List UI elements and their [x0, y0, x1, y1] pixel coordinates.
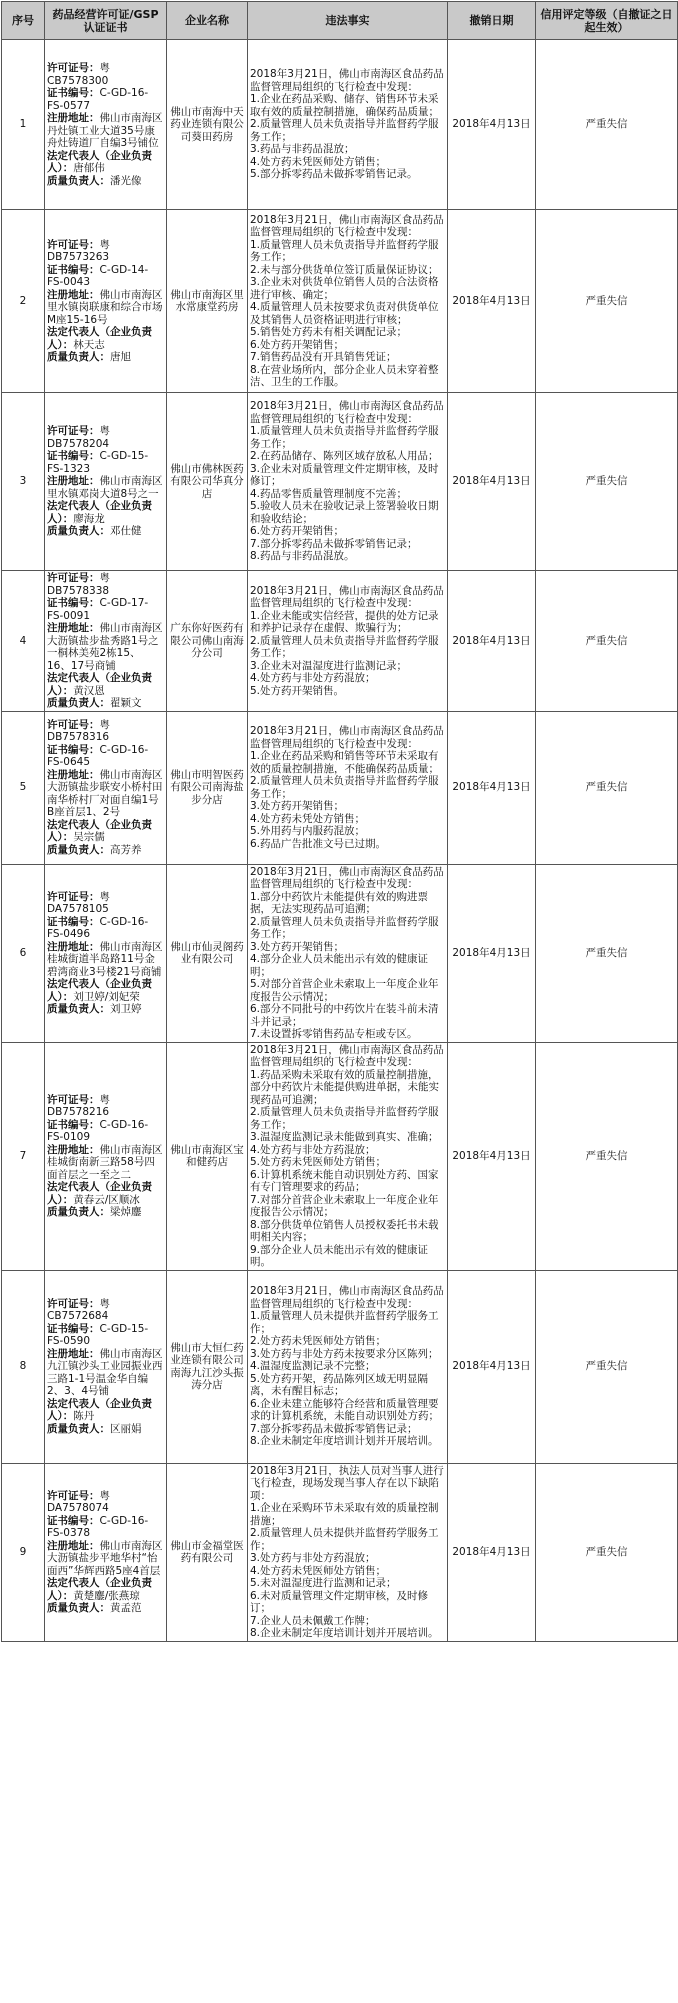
legal-representative-label: 法定代表人（企业负责人）： — [47, 818, 152, 844]
certificate-number-label: 证书编号： — [47, 450, 100, 463]
registered-address-value: 佛山市南海区大沥镇盐步平地华村“怡面西”华辉西路5座4首层 — [47, 1539, 163, 1577]
registered-address-line — [47, 475, 164, 500]
header-revoke-date: 撤销日期 — [448, 2, 536, 40]
license-number-label: 许可证号： — [47, 238, 100, 251]
legal-representative-value: 刘卫婷/刘妃荣 — [73, 990, 140, 1003]
license-number-value: 粤DB7578316 — [47, 718, 110, 744]
table-header-row — [2, 2, 678, 40]
quality-manager-line — [47, 1602, 164, 1615]
legal-representative-label: 法定代表人（企业负责人）： — [47, 1577, 152, 1602]
quality-manager-value: 潘光像 — [110, 174, 142, 187]
legal-representative-label: 法定代表人（企业负责人）： — [47, 1397, 152, 1423]
license-number-value: 粤DA7578105 — [47, 890, 110, 915]
company-name: 佛山市金福堂医药有限公司 — [167, 1463, 248, 1641]
legal-representative-value: 林天志 — [73, 338, 105, 351]
header-facts: 违法事实 — [248, 2, 448, 40]
violation-facts — [248, 1042, 448, 1270]
license-number-value: 粤DB7578216 — [47, 1093, 110, 1118]
revoke-date: 2018年4月13日 — [448, 1463, 536, 1641]
quality-manager-label: 质量负责人： — [47, 1003, 110, 1015]
row-number: 1 — [2, 40, 45, 210]
license-number-value: 粤DB7578204 — [47, 425, 110, 450]
fact-line: 4.处方药未凭医师处方销售； — [250, 1564, 387, 1577]
registered-address-value: 佛山市南海区里水镇邓岗大道8号之一 — [47, 475, 163, 500]
violation-facts — [248, 571, 448, 712]
violation-facts — [248, 393, 448, 571]
registered-address-line — [47, 941, 164, 979]
registered-address-label: 注册地址： — [47, 475, 100, 488]
table-body — [2, 40, 678, 1642]
row-number: 7 — [2, 1042, 45, 1270]
license-number-label: 许可证号： — [47, 718, 100, 731]
certificate-number-value: C-GD-16-FS-0645 — [47, 743, 149, 769]
table-row — [2, 1270, 678, 1463]
quality-manager-line — [47, 525, 164, 538]
quality-manager-label: 质量负责人： — [47, 1602, 110, 1614]
row-number: 8 — [2, 1270, 45, 1463]
quality-manager-label: 质量负责人： — [47, 843, 110, 856]
fact-line: 2018年3月21日，佛山市南海区食品药品监督管理局组织的飞行检查中发现： — [250, 400, 444, 425]
fact-line: 8.药品与非药品混放。 — [250, 550, 355, 563]
fact-line: 6.计算机系统未能自动识别处方药、国家有专门管理要求的药品； — [250, 1168, 439, 1193]
fact-line: 5.处方药未凭医师处方销售； — [250, 1156, 387, 1168]
header-company: 企业名称 — [167, 2, 248, 40]
registered-address-label: 注册地址： — [47, 768, 100, 781]
header-license: 药品经营许可证/GSP认证证书 — [45, 2, 167, 40]
certificate-number-value: C-GD-16-FS-0378 — [47, 1514, 149, 1539]
license-info — [45, 1042, 167, 1270]
company-name: 佛山市南海区宝和健药店 — [167, 1042, 248, 1270]
table-row — [2, 1042, 678, 1270]
certificate-number-line — [47, 1119, 164, 1144]
quality-manager-label: 质量负责人： — [47, 1206, 110, 1218]
fact-line: 1.部分中药饮片未能提供有效的购进票据，无法实现药品可追溯； — [250, 890, 429, 915]
fact-line: 2.处方药未凭医师处方销售； — [250, 1335, 387, 1348]
fact-line: 6.未对质量管理文件定期审核，及时修订； — [250, 1589, 429, 1614]
fact-line: 6.处方药开架销售； — [250, 525, 345, 538]
legal-representative-line — [47, 326, 164, 351]
fact-line: 2018年3月21日，佛山市南海区食品药品监督管理局组织的飞行检查中发现： — [250, 1043, 444, 1068]
credit-rating: 严重失信 — [536, 393, 678, 571]
credit-rating: 严重失信 — [536, 1042, 678, 1270]
license-info — [45, 571, 167, 712]
fact-line: 2.质量管理人员未负责指导并监督药学服务工作； — [250, 118, 439, 143]
legal-representative-value: 黄春云/区顺冰 — [73, 1193, 140, 1206]
legal-representative-value: 黄汉恩 — [73, 684, 105, 697]
registered-address-line — [47, 622, 164, 672]
fact-line: 7.部分拆零药品未做拆零销售记录； — [250, 537, 418, 550]
legal-representative-value: 唐郁伟 — [73, 162, 105, 174]
registered-address-line — [47, 1144, 164, 1182]
revoke-date: 2018年4月13日 — [448, 571, 536, 712]
fact-line: 3.药品与非药品混放； — [250, 143, 355, 156]
certificate-number-line — [47, 597, 164, 622]
fact-line: 4.处方药未凭医师处方销售； — [250, 155, 387, 168]
credit-rating: 严重失信 — [536, 210, 678, 393]
license-number-line — [47, 239, 164, 264]
row-number: 3 — [2, 393, 45, 571]
fact-line: 8.企业未制定年度培训计划并开展培训。 — [250, 1435, 439, 1448]
revoke-date: 2018年4月13日 — [448, 393, 536, 571]
quality-manager-line — [47, 1423, 164, 1436]
fact-line: 1.质量管理人员未负责指导并监督药学服务工作； — [250, 425, 439, 450]
legal-representative-line — [47, 1398, 164, 1423]
license-number-line — [47, 572, 164, 597]
credit-rating: 严重失信 — [536, 711, 678, 864]
license-number-value: 粤DB7578338 — [47, 572, 110, 597]
fact-line: 7.未设置拆零销售药品专柜或专区。 — [250, 1028, 418, 1040]
fact-line: 3.处方药与非处方药未按要求分区陈列； — [250, 1347, 439, 1360]
registered-address-value: 佛山市南海区大沥镇盐步盐秀路1号之一桐林美苑2栋15、16、17号商铺 — [47, 622, 163, 672]
fact-line: 1.质量管理人员未负责指导并监督药学服务工作； — [250, 238, 439, 263]
header-rating: 信用评定等级（自撤证之日起生效） — [536, 2, 678, 40]
certificate-number-value: C-GD-16-FS-0577 — [47, 87, 149, 112]
table-row — [2, 711, 678, 864]
registered-address-value: 佛山市南海区里水镇岗联康和综合市场M座15-16号 — [47, 288, 163, 326]
quality-manager-value: 梁焯鏖 — [110, 1206, 142, 1218]
registered-address-label: 注册地址： — [47, 622, 100, 634]
legal-representative-value: 吴宗儒 — [73, 831, 105, 844]
fact-line: 1.企业在药品采购和销售等环节未采取有效的质量控制措施，不能确保药品质量； — [250, 750, 439, 775]
violation-facts — [248, 711, 448, 864]
fact-line: 2.在药品储存、陈列区域存放私人用品； — [250, 450, 439, 463]
registered-address-label: 注册地址： — [47, 288, 100, 301]
certificate-number-label: 证书编号： — [47, 597, 100, 609]
fact-line: 4.药品零售质量管理制度不完善； — [250, 487, 408, 500]
certificate-number-label: 证书编号： — [47, 1118, 100, 1131]
row-number: 4 — [2, 571, 45, 712]
registered-address-line — [47, 1348, 164, 1398]
fact-line: 2018年3月21日，佛山市南海区食品药品监督管理局组织的飞行检查中发现： — [250, 68, 444, 93]
license-number-label: 许可证号： — [47, 572, 100, 584]
company-name: 佛山市明智医药有限公司南海盐步分店 — [167, 711, 248, 864]
violation-table — [1, 1, 678, 1642]
legal-representative-line — [47, 672, 164, 697]
quality-manager-value: 翟颖文 — [110, 697, 142, 709]
registered-address-label: 注册地址： — [47, 940, 100, 953]
fact-line: 5.外用药与内服药混放； — [250, 825, 366, 837]
fact-line: 2018年3月21日，佛山市南海区食品药品监督管理局组织的飞行检查中发现： — [250, 725, 444, 750]
registered-address-line — [47, 1540, 164, 1578]
violation-facts — [248, 1463, 448, 1641]
legal-representative-label: 法定代表人（企业负责人）： — [47, 500, 152, 525]
violation-facts — [248, 40, 448, 210]
fact-line: 3.企业未对质量管理文件定期审核，及时修订； — [250, 462, 439, 488]
row-number: 5 — [2, 711, 45, 864]
violation-facts — [248, 864, 448, 1042]
quality-manager-line — [47, 844, 164, 857]
fact-line: 2018年3月21日，佛山市南海区食品药品监督管理局组织的飞行检查中发现： — [250, 1285, 444, 1310]
fact-line: 6.企业未建立能够符合经营和质量管理要求的计算机系统，未能自动识别处方药； — [250, 1397, 439, 1423]
legal-representative-value: 陈丹 — [73, 1410, 95, 1423]
quality-manager-value: 刘卫婷 — [110, 1003, 142, 1015]
fact-line: 3.处方药开架销售； — [250, 800, 345, 812]
registered-address-label: 注册地址： — [47, 1539, 100, 1552]
credit-rating: 严重失信 — [536, 571, 678, 712]
header-no: 序号 — [2, 2, 45, 40]
legal-representative-line — [47, 978, 164, 1003]
fact-line: 5.处方药开架销售。 — [250, 684, 345, 697]
registered-address-label: 注册地址： — [47, 112, 100, 124]
fact-line: 8.企业未制定年度培训计划并开展培训。 — [250, 1627, 439, 1639]
legal-representative-label: 法定代表人（企业负责人）： — [47, 672, 152, 697]
license-number-value: 粤DB7573263 — [47, 238, 110, 263]
fact-line: 2.质量管理人员未负责指导并监督药学服务工作； — [250, 1106, 439, 1131]
license-number-label: 许可证号： — [47, 425, 100, 438]
quality-manager-label: 质量负责人： — [47, 174, 110, 187]
quality-manager-value: 黄孟范 — [110, 1602, 142, 1614]
quality-manager-line — [47, 1003, 164, 1016]
certificate-number-label: 证书编号： — [47, 263, 100, 276]
certificate-number-value: C-GD-14-FS-0043 — [47, 263, 149, 288]
company-name: 佛山市南海区里水常康堂药房 — [167, 210, 248, 393]
registered-address-value: 佛山市南海区九江镇沙头工业园振业西三路1-1号温金华自编2、3、4号铺 — [47, 1347, 163, 1398]
certificate-number-label: 证书编号： — [47, 87, 100, 99]
certificate-number-label: 证书编号： — [47, 1322, 100, 1335]
quality-manager-label: 质量负责人： — [47, 697, 110, 709]
license-number-label: 许可证号： — [47, 1093, 100, 1106]
license-info — [45, 864, 167, 1042]
revoke-date: 2018年4月13日 — [448, 210, 536, 393]
revoke-date: 2018年4月13日 — [448, 40, 536, 210]
fact-line: 2.质量管理人员未负责指导并监督药学服务工作； — [250, 915, 439, 940]
quality-manager-value: 高芳养 — [110, 843, 142, 856]
quality-manager-label: 质量负责人： — [47, 1422, 110, 1435]
fact-line: 6.药品广告批准文号已过期。 — [250, 837, 387, 850]
company-name: 佛山市佛林医药有限公司华真分店 — [167, 393, 248, 571]
legal-representative-label: 法定代表人（企业负责人）： — [47, 149, 152, 174]
credit-rating: 严重失信 — [536, 40, 678, 210]
revoke-date: 2018年4月13日 — [448, 711, 536, 864]
fact-line: 1.企业未能或实信经营，提供的处方记录和养护记录存在虚假、欺骗行为； — [250, 609, 439, 634]
table-row — [2, 571, 678, 712]
legal-representative-value: 廖海龙 — [73, 512, 105, 525]
certificate-number-line — [47, 744, 164, 769]
legal-representative-line — [47, 500, 164, 525]
license-number-label: 许可证号： — [47, 1297, 100, 1310]
license-number-line — [47, 1094, 164, 1119]
company-name: 佛山市大恒仁药业连锁有限公司南海九江沙头振涛分店 — [167, 1270, 248, 1463]
certificate-number-label: 证书编号： — [47, 915, 100, 928]
license-number-value: 粤DA7578074 — [47, 1489, 110, 1514]
fact-line: 1.药品采购未采取有效的质量控制措施，部分中药饮片未能提供购进单据，未能实现药品可追溯； — [250, 1068, 439, 1106]
table-row — [2, 393, 678, 571]
quality-manager-value: 邓仕健 — [110, 525, 142, 538]
credit-rating: 严重失信 — [536, 864, 678, 1042]
license-info — [45, 1270, 167, 1463]
fact-line: 1.质量管理人员未提供并监督药学服务工作； — [250, 1310, 439, 1335]
license-info — [45, 393, 167, 571]
quality-manager-value: 唐旭 — [110, 351, 131, 363]
license-number-line — [47, 1298, 164, 1323]
certificate-number-line — [47, 450, 164, 475]
revoke-date: 2018年4月13日 — [448, 1042, 536, 1270]
fact-line: 4.处方药与非处方药混放； — [250, 672, 376, 684]
credit-rating: 严重失信 — [536, 1463, 678, 1641]
table-row — [2, 1463, 678, 1641]
quality-manager-value: 区丽娟 — [110, 1422, 142, 1435]
license-number-line — [47, 719, 164, 744]
revoke-date: 2018年4月13日 — [448, 864, 536, 1042]
certificate-number-line — [47, 1323, 164, 1348]
fact-line: 2018年3月21日，佛山市南海区食品药品监督管理局组织的飞行检查中发现： — [250, 584, 444, 609]
license-info — [45, 1463, 167, 1641]
certificate-number-line — [47, 87, 164, 112]
fact-line: 3.企业未对温湿度进行监测记录； — [250, 659, 408, 672]
row-number: 6 — [2, 864, 45, 1042]
registered-address-value: 佛山市南海区丹灶镇工业大道35号康舟灶铸道厂自编3号铺位 — [47, 112, 163, 149]
fact-line: 6.处方药开架销售； — [250, 338, 345, 351]
credit-rating: 严重失信 — [536, 1270, 678, 1463]
registered-address-line — [47, 769, 164, 819]
license-number-value: 粤CB7572684 — [47, 1297, 110, 1323]
fact-line: 5.处方药开架，药品陈列区域无明显隔离，未有醒目标志； — [250, 1372, 429, 1398]
fact-line: 3.处方药开架销售； — [250, 940, 345, 953]
license-info — [45, 711, 167, 864]
quality-manager-line — [47, 697, 164, 710]
company-name: 佛山市仙灵阁药业有限公司 — [167, 864, 248, 1042]
certificate-number-line — [47, 916, 164, 941]
company-name: 佛山市南海中天药业连锁有限公司葵田药房 — [167, 40, 248, 210]
fact-line: 5.对部分首营企业未索取上一年度企业年度报告公示情况； — [250, 978, 439, 1003]
registered-address-label: 注册地址： — [47, 1347, 100, 1360]
certificate-number-value: C-GD-16-FS-0496 — [47, 915, 149, 940]
quality-manager-line — [47, 1206, 164, 1219]
legal-representative-line — [47, 819, 164, 844]
registered-address-label: 注册地址： — [47, 1143, 100, 1156]
certificate-number-label: 证书编号： — [47, 1514, 100, 1527]
registered-address-value: 佛山市南海区大沥镇盐步联安小桥村田南华桥村厂对面自编1号B座首层1、2号 — [47, 768, 163, 819]
fact-line: 5.销售处方药未有相关调配记录； — [250, 326, 408, 338]
quality-manager-line — [47, 351, 164, 364]
table-row — [2, 40, 678, 210]
certificate-number-line — [47, 1515, 164, 1540]
license-number-label: 许可证号： — [47, 1489, 100, 1502]
license-number-line — [47, 891, 164, 916]
fact-line: 2018年3月21日，佛山市南海区食品药品监督管理局组织的飞行检查中发现： — [250, 865, 444, 890]
certificate-number-value: C-GD-15-FS-0590 — [47, 1322, 149, 1348]
quality-manager-line — [47, 175, 164, 188]
registered-address-line — [47, 289, 164, 327]
fact-line: 1.企业在药品采购、储存、销售环节未采取有效的质量控制措施，确保药品质量； — [250, 93, 439, 118]
fact-line: 7.对部分首营企业未索取上一年度企业年度报告公示情况； — [250, 1193, 439, 1218]
table-row — [2, 210, 678, 393]
license-number-line — [47, 425, 164, 450]
fact-line: 6.部分不同批号的中药饮片在装斗前未清斗并记录； — [250, 1003, 439, 1028]
legal-representative-label: 法定代表人（企业负责人）： — [47, 326, 152, 351]
fact-line: 4.处方药与非处方药混放； — [250, 1143, 376, 1156]
fact-line: 2.质量管理人员未提供并监督药学服务工作； — [250, 1527, 439, 1552]
certificate-number-value: C-GD-15-FS-1323 — [47, 450, 149, 475]
certificate-number-label: 证书编号： — [47, 743, 100, 756]
legal-representative-label: 法定代表人（企业负责人）： — [47, 978, 152, 1003]
fact-line: 4.部分企业人员未能出示有效的健康证明； — [250, 953, 429, 978]
fact-line: 5.未对温湿度进行监测和记录； — [250, 1577, 397, 1589]
fact-line: 2.未与部分供货单位签订质量保证协议； — [250, 263, 439, 276]
fact-line: 8.部分供货单位销售人员授权委托书未载明相关内容； — [250, 1218, 439, 1243]
fact-line: 2.质量管理人员未负责指导并监督药学服务工作； — [250, 775, 439, 800]
fact-line: 7.企业人员未佩戴工作牌； — [250, 1614, 376, 1627]
legal-representative-line — [47, 1181, 164, 1206]
license-number-line — [47, 62, 164, 87]
registered-address-value: 佛山市南海区桂城街道半岛路11号金碧湾商业3号楼21号商铺 — [47, 940, 163, 978]
violation-facts — [248, 210, 448, 393]
license-number-label: 许可证号： — [47, 62, 100, 74]
license-info — [45, 210, 167, 393]
certificate-number-line — [47, 264, 164, 289]
certificate-number-value: C-GD-17-FS-0091 — [47, 597, 149, 622]
row-number: 2 — [2, 210, 45, 393]
registered-address-value: 佛山市南海区桂城街南新三路58号四面首层之一至之二 — [47, 1143, 163, 1181]
fact-line: 2.质量管理人员未负责指导并监督药学服务工作； — [250, 634, 439, 659]
fact-line: 5.部分拆零药品未做拆零销售记录。 — [250, 168, 418, 181]
registered-address-line — [47, 112, 164, 150]
legal-representative-value: 黄楚鏖/张燕琼 — [73, 1589, 140, 1602]
fact-line: 3.温湿度监测记录未能做到真实、准确； — [250, 1131, 439, 1143]
fact-line: 5.验收人员未在验收记录上签署验收日期和验收结论； — [250, 500, 439, 525]
legal-representative-line — [47, 1577, 164, 1602]
company-name: 广东你好医药有限公司佛山南海分公司 — [167, 571, 248, 712]
fact-line: 8.在营业场所内，部分企业人员未穿着整洁、卫生的工作服。 — [250, 363, 439, 388]
quality-manager-label: 质量负责人： — [47, 525, 110, 538]
table-row — [2, 864, 678, 1042]
fact-line: 4.处方药未凭处方销售； — [250, 812, 366, 825]
fact-line: 7.部分拆零药品未做拆零销售记录； — [250, 1422, 418, 1435]
license-number-value: 粤CB7578300 — [47, 62, 110, 87]
fact-line: 3.处方药与非处方药混放； — [250, 1552, 376, 1564]
fact-line: 2018年3月21日，佛山市南海区食品药品监督管理局组织的飞行检查中发现： — [250, 213, 444, 238]
fact-line: 7.销售药品没有开具销售凭证； — [250, 351, 397, 363]
fact-line: 9.部分企业人员未能出示有效的健康证明。 — [250, 1243, 429, 1268]
fact-line: 3.企业未对供货单位销售人员的合法资格进行审核、确定； — [250, 276, 439, 301]
row-number: 9 — [2, 1463, 45, 1641]
fact-line: 4.质量管理人员未按要求负责对供货单位及其销售人员资格证明进行审核； — [250, 301, 439, 326]
license-number-label: 许可证号： — [47, 890, 100, 903]
violation-facts — [248, 1270, 448, 1463]
fact-line: 1.企业在采购环节未采取有效的质量控制措施； — [250, 1502, 439, 1527]
license-info — [45, 40, 167, 210]
revoke-date: 2018年4月13日 — [448, 1270, 536, 1463]
license-number-line — [47, 1490, 164, 1515]
legal-representative-label: 法定代表人（企业负责人）： — [47, 1181, 152, 1206]
fact-line: 4.温湿度监测记录不完整； — [250, 1360, 376, 1373]
quality-manager-label: 质量负责人： — [47, 351, 110, 363]
fact-line: 2018年3月21日，执法人员对当事人进行飞行检查，现场发现当事人存在以下缺陷项： — [250, 1464, 444, 1502]
certificate-number-value: C-GD-16-FS-0109 — [47, 1118, 149, 1143]
legal-representative-line — [47, 150, 164, 175]
